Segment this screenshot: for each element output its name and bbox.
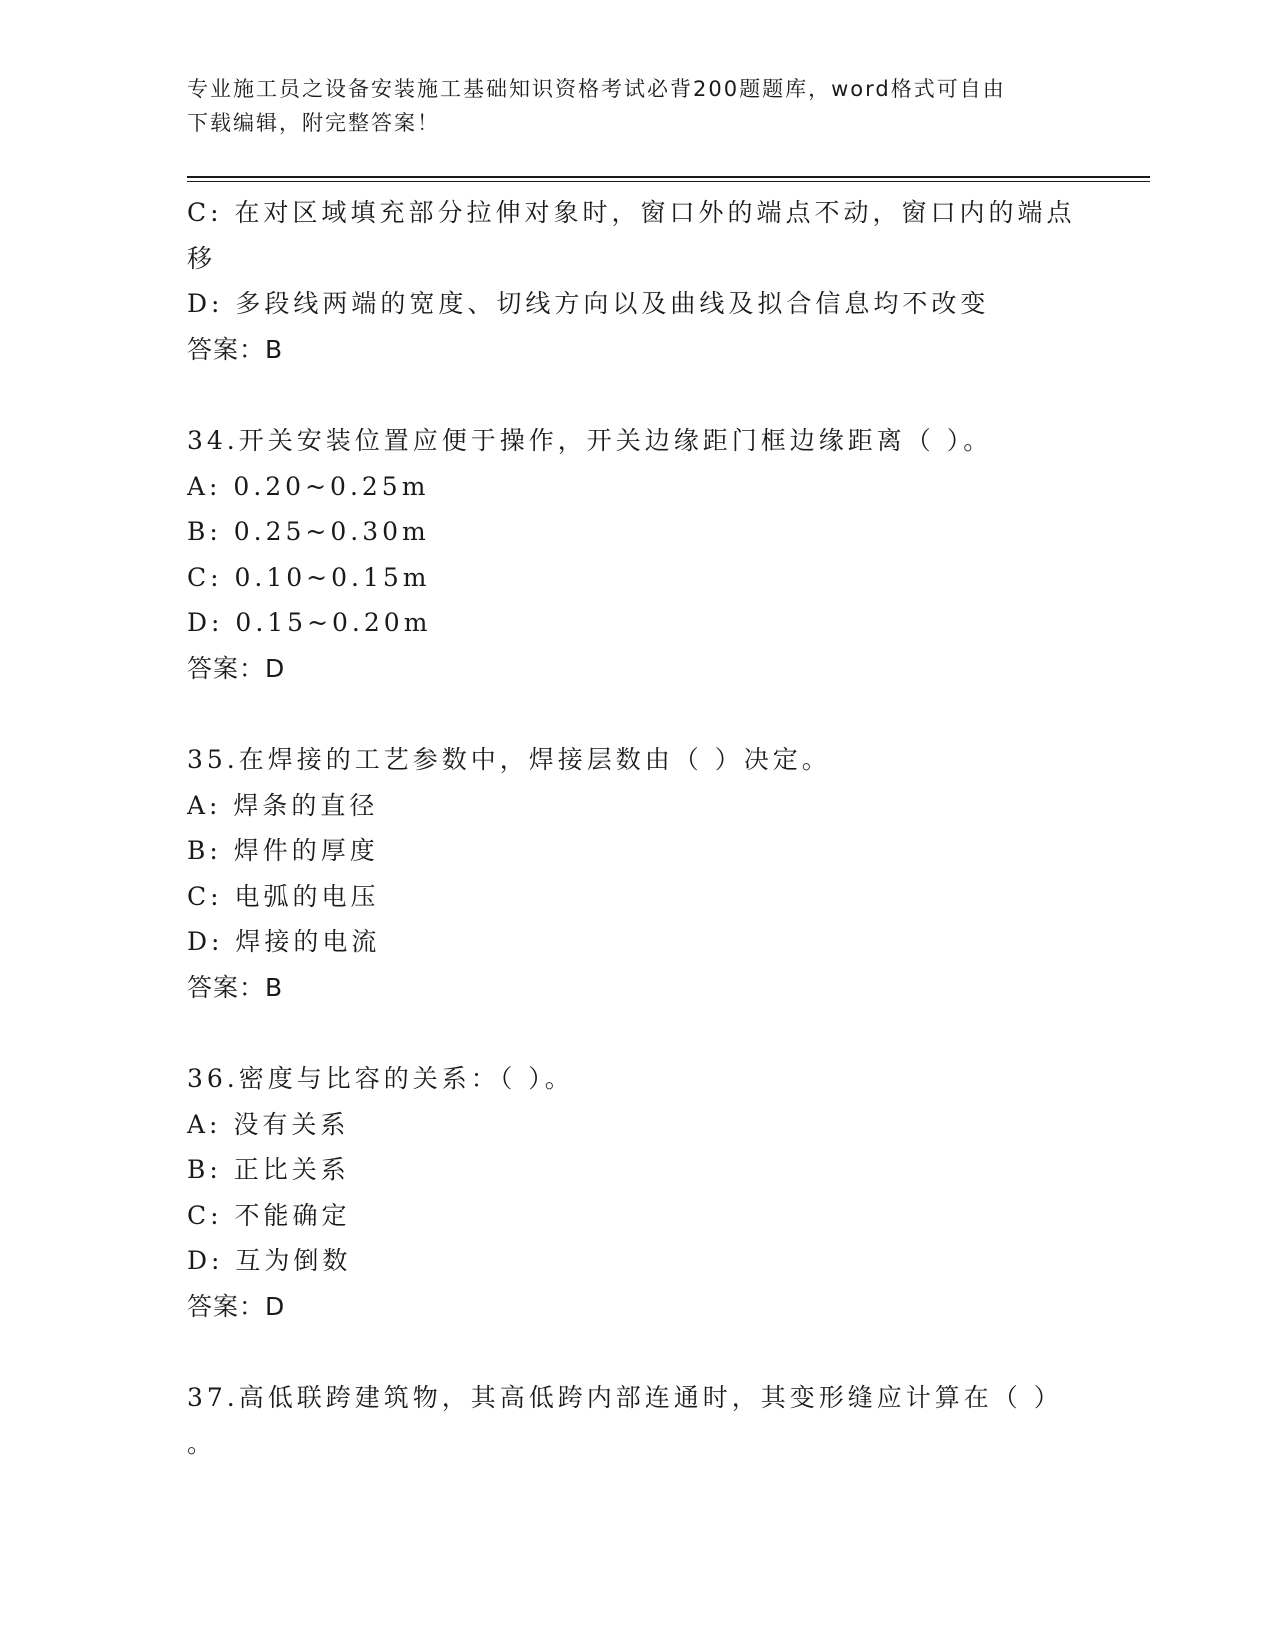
header-rule-thick — [187, 176, 1150, 178]
question-stem: 37.高低联跨建筑物，其高低跨内部连通时，其变形缝应计算在（ ） — [187, 1383, 1063, 1412]
option-c-continued: 移 — [187, 243, 217, 273]
answer-line: 答案：D — [187, 1291, 286, 1321]
option-d: D: 焊接的电流 — [187, 927, 381, 956]
header-rule-thin — [187, 181, 1150, 182]
option-d: D: 多段线两端的宽度、切线方向以及曲线及拟合信息均不改变 — [187, 289, 990, 318]
question-stem-continued: 。 — [187, 1428, 217, 1458]
option-c: C: 在对区域填充部分拉伸对象时，窗口外的端点不动，窗口内的端点 — [187, 198, 1076, 227]
question-stem: 36.密度与比容的关系：（ ）。 — [187, 1064, 574, 1093]
question-stem: 34.开关安装位置应便于操作，开关边缘距门框边缘距离（ ）。 — [187, 426, 993, 455]
option-a: A: 0.20~0.25m — [187, 471, 430, 501]
option-b: B: 0.25~0.30m — [187, 517, 430, 546]
option-b: B: 焊件的厚度 — [187, 836, 379, 865]
option-d: D: 互为倒数 — [187, 1246, 352, 1275]
question-36 — [187, 1056, 1087, 1329]
answer-line: 答案：B — [187, 972, 284, 1002]
document-header — [187, 72, 1067, 140]
question-37 — [187, 1375, 1087, 1466]
answer-line: 答案：B — [187, 334, 284, 364]
header-line-2: 下载编辑，附完整答案！ — [187, 111, 440, 135]
option-c: C: 0.10~0.15m — [187, 562, 431, 592]
option-a: A: 焊条的直径 — [187, 790, 379, 820]
option-d: D: 0.15~0.20m — [187, 608, 432, 637]
question-35 — [187, 737, 1087, 1010]
answer-line: 答案：D — [187, 653, 286, 683]
option-a: A: 没有关系 — [187, 1109, 350, 1139]
spacer — [187, 372, 1087, 418]
question-33-tail — [187, 190, 1087, 372]
question-content — [187, 190, 1087, 1466]
header-line-1: 专业施工员之设备安装施工基础知识资格考试必背200题题库，word格式可自由 — [187, 77, 1006, 101]
option-c: C: 不能确定 — [187, 1200, 351, 1230]
spacer — [187, 1329, 1087, 1375]
question-stem: 35.在焊接的工艺参数中，焊接层数由（ ）决定。 — [187, 745, 831, 774]
option-c: C: 电弧的电压 — [187, 881, 380, 911]
question-34 — [187, 418, 1087, 691]
spacer — [187, 691, 1087, 737]
spacer — [187, 1010, 1087, 1056]
option-b: B: 正比关系 — [187, 1155, 350, 1184]
